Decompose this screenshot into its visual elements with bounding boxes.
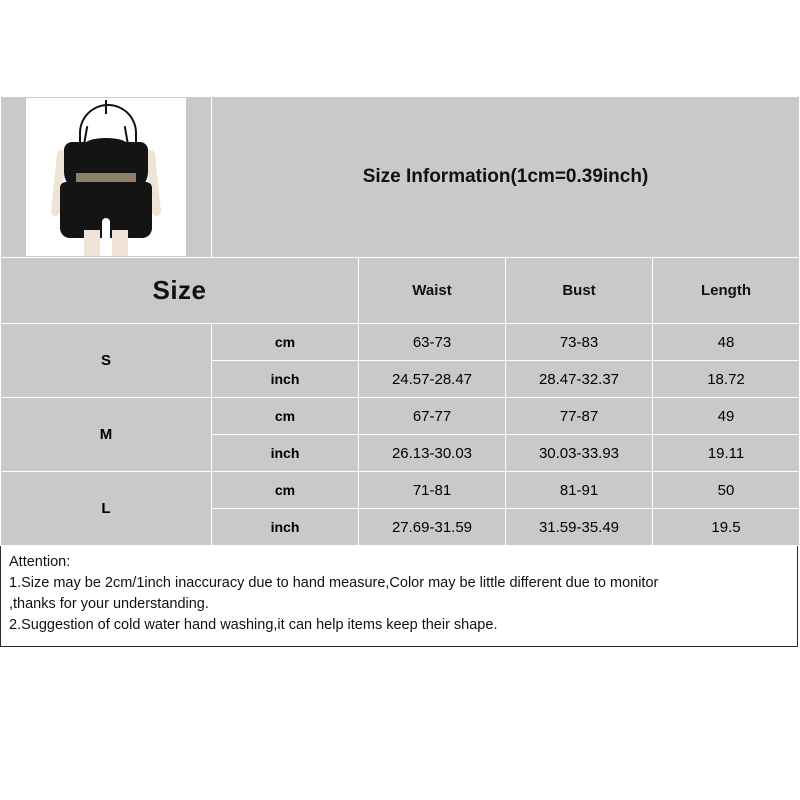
value-bust: 81-91: [506, 472, 653, 509]
table-row: [1, 324, 800, 361]
value-bust: 30.03-33.93: [506, 435, 653, 472]
attention-line-1: 1.Size may be 2cm/1inch inaccuracy due to hand measure,Color may be little different due to monitor: [9, 575, 659, 591]
column-header-row: [1, 258, 800, 324]
chart-title: Size Information(1cm=0.39inch): [212, 97, 800, 258]
unit-label: cm: [212, 324, 359, 361]
size-label-l: L: [1, 472, 212, 546]
value-length: 50: [653, 472, 800, 509]
shorts-detail: [60, 182, 152, 238]
size-label-m: M: [1, 398, 212, 472]
value-length: 48: [653, 324, 800, 361]
column-header-bust: Bust: [506, 258, 653, 324]
unit-label: inch: [212, 435, 359, 472]
right-leg-detail: [112, 230, 128, 256]
value-bust: 77-87: [506, 398, 653, 435]
shorts-gap-detail: [102, 218, 110, 238]
unit-label: cm: [212, 398, 359, 435]
value-length: 19.5: [653, 509, 800, 546]
header-row: [1, 97, 800, 258]
column-header-size: Size: [1, 258, 359, 324]
left-leg-detail: [84, 230, 100, 256]
size-information-table: [0, 96, 800, 546]
table-row: [1, 398, 800, 435]
unit-label: cm: [212, 472, 359, 509]
value-waist: 24.57-28.47: [359, 361, 506, 398]
column-header-length: Length: [653, 258, 800, 324]
value-length: 49: [653, 398, 800, 435]
unit-label: inch: [212, 509, 359, 546]
value-bust: 31.59-35.49: [506, 509, 653, 546]
value-bust: 28.47-32.37: [506, 361, 653, 398]
column-header-waist: Waist: [359, 258, 506, 324]
value-waist: 27.69-31.59: [359, 509, 506, 546]
value-length: 19.11: [653, 435, 800, 472]
attention-line-2: ,thanks for your understanding.: [9, 596, 209, 612]
attention-block: [0, 546, 798, 647]
size-label-s: S: [1, 324, 212, 398]
table-row: [1, 472, 800, 509]
value-waist: 67-77: [359, 398, 506, 435]
value-length: 18.72: [653, 361, 800, 398]
attention-line-3: 2.Suggestion of cold water hand washing,it can help items keep their shape.: [9, 617, 498, 633]
product-image-cell: [1, 97, 212, 258]
value-waist: 26.13-30.03: [359, 435, 506, 472]
value-bust: 73-83: [506, 324, 653, 361]
value-waist: 63-73: [359, 324, 506, 361]
attention-heading: Attention:: [9, 554, 71, 570]
unit-label: inch: [212, 361, 359, 398]
size-chart-sheet: [0, 96, 800, 647]
value-waist: 71-81: [359, 472, 506, 509]
product-photo: [26, 98, 186, 256]
